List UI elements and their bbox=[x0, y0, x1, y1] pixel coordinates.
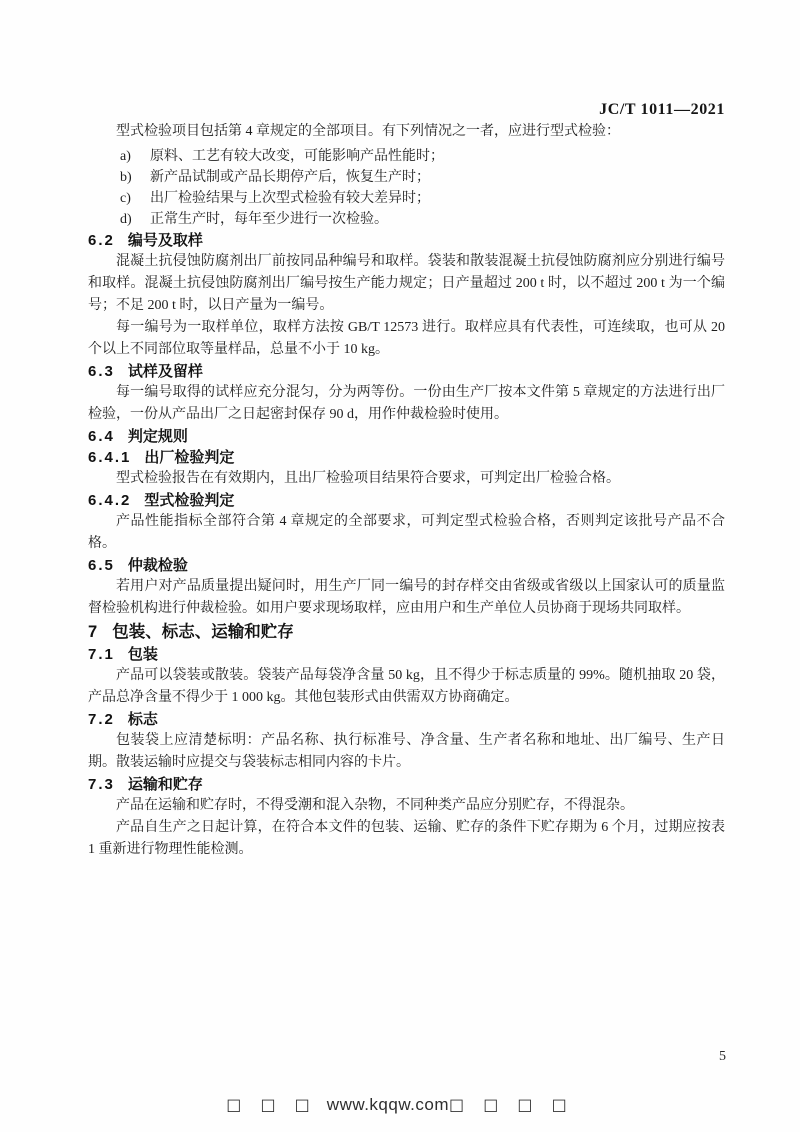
condition-label: d) bbox=[120, 212, 132, 227]
condition-label: b) bbox=[120, 170, 132, 185]
paragraph-6-3-1: 每一编号取得的试样应充分混匀，分为两等份。一份由生产厂按本文件第 5 章规定的方法进行出厂检验，一份从产品出厂之日起密封保存 90 d，用作仲裁检验时使用。 bbox=[88, 385, 725, 422]
section-title: 标志 bbox=[127, 711, 158, 728]
condition-item-c bbox=[88, 188, 725, 209]
condition-item-a bbox=[88, 146, 725, 167]
section-title: 编号及取样 bbox=[127, 232, 203, 249]
condition-text: 出厂检验结果与上次型式检验有较大差异时； bbox=[150, 191, 430, 206]
paragraph-7-1-1: 产品可以袋装或散装。袋装产品每袋净含量 50 kg，且不得少于标志质量的 99%。随机抽取 20 袋，产品总净含量不得少于 1 000 kg。其他包装形式由供需双方协商确定。 bbox=[88, 668, 725, 705]
section-title: 型式检验判定 bbox=[144, 492, 235, 509]
section-title: 运输和贮存 bbox=[127, 776, 203, 793]
condition-label: c) bbox=[120, 191, 131, 206]
page-content bbox=[88, 0, 725, 861]
section-title: 试样及留样 bbox=[127, 363, 203, 380]
watermark-right-boxes: □ □ □ □ bbox=[449, 1095, 574, 1114]
paragraph-6-2-2: 每一编号为一取样单位，取样方法按 GB/T 12573 进行。取样应具有代表性，可连续取，也可从 20 个以上不同部位取等量样品，总量不小于 10 kg。 bbox=[88, 320, 725, 357]
section-heading-6-3 bbox=[88, 361, 725, 382]
section-title: 仲裁检验 bbox=[127, 557, 188, 574]
paragraph-6-4-2-1: 产品性能指标全部符合第 4 章规定的全部要求，可判定型式检验合格，否则判定该批号产品不合格。 bbox=[88, 514, 725, 551]
condition-text: 原料、工艺有较大改变，可能影响产品性能时； bbox=[150, 149, 444, 164]
section-title: 判定规则 bbox=[127, 428, 188, 445]
section-title: 出厂检验判定 bbox=[144, 449, 235, 466]
condition-label: a) bbox=[120, 149, 131, 164]
chapter-number: 7 bbox=[88, 623, 100, 641]
section-heading-6-5 bbox=[88, 555, 725, 576]
section-heading-7-1 bbox=[88, 644, 725, 665]
type-test-condition-list bbox=[88, 146, 725, 230]
condition-text: 正常生产时，每年至少进行一次检验。 bbox=[150, 212, 388, 227]
type-test-intro-paragraph: 型式检验项目包括第 4 章规定的全部项目。有下列情况之一者，应进行型式检验： bbox=[116, 124, 620, 139]
paragraph-6-5-1: 若用户对产品质量提出疑问时，用生产厂同一编号的封存样交由省级或省级以上国家认可的质量监督检验机构进行仲裁检验。如用户要求现场取样，应由用户和生产单位人员协商于现场共同取样。 bbox=[88, 579, 725, 616]
section-heading-6-4 bbox=[88, 426, 725, 447]
section-number: 6.4 bbox=[88, 428, 115, 445]
section-heading-6-4-2 bbox=[88, 490, 725, 511]
section-number: 6.4.2 bbox=[88, 492, 132, 509]
section-number: 6.3 bbox=[88, 363, 115, 380]
paragraph-7-2-1: 包装袋上应清楚标明：产品名称、执行标准号、净含量、生产者名称和地址、出厂编号、生产日期。散装运输时应提交与袋装标志相同内容的卡片。 bbox=[88, 733, 725, 770]
section-number: 7.3 bbox=[88, 776, 115, 793]
section-title: 包装 bbox=[127, 646, 158, 663]
section-heading-6-2 bbox=[88, 230, 725, 251]
paragraph-7-3-2: 产品自生产之日起计算，在符合本文件的包装、运输、贮存的条件下贮存期为 6 个月，过期应按表 1 重新进行物理性能检测。 bbox=[88, 820, 725, 857]
standard-number-header: JC/T 1011—2021 bbox=[599, 101, 725, 118]
paragraph-6-4-1-1: 型式检验报告在有效期内，且出厂检验项目结果符合要求，可判定出厂检验合格。 bbox=[116, 471, 620, 486]
watermark-url: www.kqqw.com bbox=[326, 1095, 449, 1114]
paragraph-7-3-1: 产品在运输和贮存时，不得受潮和混入杂物，不同种类产品应分别贮存，不得混杂。 bbox=[116, 798, 634, 813]
condition-text: 新产品试制或产品长期停产后，恢复生产时； bbox=[150, 170, 430, 185]
section-number: 6.4.1 bbox=[88, 449, 132, 466]
condition-item-d bbox=[88, 209, 725, 230]
chapter-heading-7 bbox=[88, 620, 725, 644]
section-number: 6.2 bbox=[88, 232, 115, 249]
condition-item-b bbox=[88, 167, 725, 188]
paragraph-6-2-1: 混凝土抗侵蚀防腐剂出厂前按同品种编号和取样。袋装和散装混凝土抗侵蚀防腐剂应分别进行编号和取样。混凝土抗侵蚀防腐剂出厂编号按生产能力规定；日产量超过 200 t 时，以不超过 200 t 为一个编号；不足 200 t 时，以日产量为一编号。 bbox=[88, 254, 725, 313]
chapter-title: 包装、标志、运输和贮存 bbox=[112, 623, 294, 641]
section-heading-7-2 bbox=[88, 709, 725, 730]
watermark-footer bbox=[0, 1095, 800, 1115]
section-number: 7.2 bbox=[88, 711, 115, 728]
section-number: 6.5 bbox=[88, 557, 115, 574]
section-heading-6-4-1 bbox=[88, 447, 725, 468]
section-number: 7.1 bbox=[88, 646, 115, 663]
page-number: 5 bbox=[719, 1049, 726, 1064]
watermark-left-boxes: □ □ □ bbox=[226, 1095, 317, 1114]
section-heading-7-3 bbox=[88, 774, 725, 795]
